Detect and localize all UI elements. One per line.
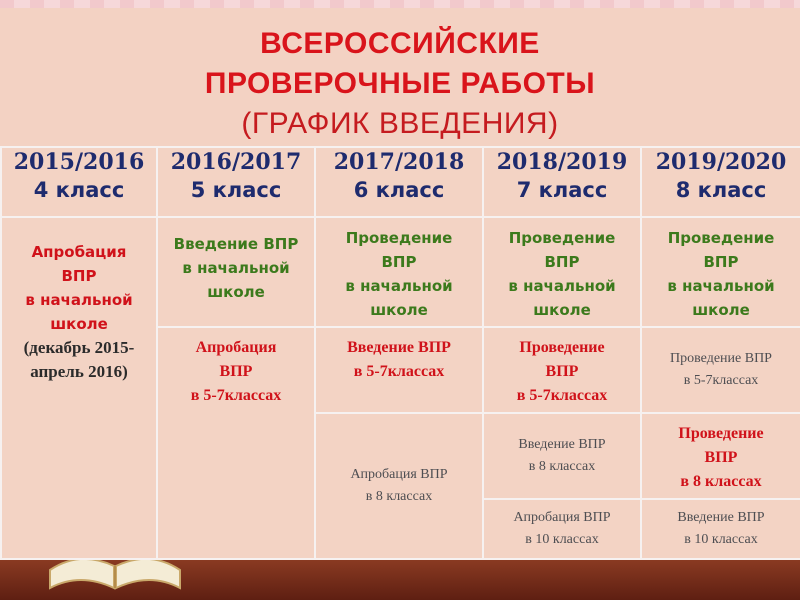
cell-line: школе [207, 283, 265, 301]
cell-line: Введение ВПР [173, 235, 299, 253]
cell-line: в начальной [667, 277, 775, 295]
cell-2019-intro-10 [641, 499, 800, 559]
column-year: 2017/2018 [333, 149, 465, 175]
cell-line: в начальной [345, 277, 453, 295]
column-grade: 4 класс [33, 178, 125, 202]
column-year: 2019/2020 [655, 149, 787, 175]
cell-line: в 5-7классах [516, 387, 608, 404]
column-year: 2015/2016 [13, 149, 145, 175]
cell-line: в 8 классах [680, 473, 762, 490]
cell-line: школе [692, 301, 750, 319]
cell-line: Апробация ВПР [513, 510, 611, 525]
column-year: 2018/2019 [496, 149, 628, 175]
cell-2017-primary [315, 217, 483, 327]
cell-line: Апробация [195, 339, 277, 356]
cell-line: в 10 классах [684, 532, 758, 547]
cell-2019-conduct-8 [641, 413, 800, 499]
column-header [641, 147, 800, 217]
cell-line: Проведение [519, 339, 605, 356]
cell-line: в 8 классах [528, 459, 596, 474]
title-line-3: (ГРАФИК ВВЕДЕНИЯ) [241, 107, 559, 140]
cell-2018-intro-8 [483, 413, 641, 499]
cell-line: Введение ВПР [677, 510, 765, 525]
column-header [483, 147, 641, 217]
cell-line: в начальной [182, 259, 290, 277]
column-header [1, 147, 157, 217]
cell-line: школе [533, 301, 591, 319]
cell-2017-approbation-8 [315, 413, 483, 559]
title-line-1: ВСЕРОССИЙСКИЕ [260, 27, 540, 60]
cell-2015-approbation [1, 217, 157, 559]
cell-2018-conduct-5-7 [483, 327, 641, 413]
cell-line: Проведение [667, 229, 775, 247]
column-grade: 6 класс [353, 178, 445, 202]
column-grade: 8 класс [675, 178, 767, 202]
cell-line: ВПР [219, 363, 253, 380]
cell-line: ВПР [703, 253, 739, 271]
column-header [157, 147, 315, 217]
cell-line: ВПР [545, 363, 579, 380]
cell-line: ВПР [704, 449, 738, 466]
cell-line: Проведение [678, 425, 764, 442]
cell-2019-primary [641, 217, 800, 327]
cell-2016-approbation-5-7 [157, 327, 315, 559]
cell-2017-intro-5-7 [315, 327, 483, 413]
cell-line: в 5-7классах [190, 387, 282, 404]
cell-line: школе [50, 315, 108, 333]
cell-line: ВПР [381, 253, 417, 271]
column-year: 2016/2017 [170, 149, 302, 175]
cell-line: Проведение ВПР [670, 351, 772, 366]
cell-line: Апробация ВПР [350, 467, 448, 482]
cell-line: ВПР [544, 253, 580, 271]
cell-2018-primary [483, 217, 641, 327]
cell-line: Введение ВПР [347, 339, 451, 356]
column-header [315, 147, 483, 217]
cell-line: Апробация [31, 243, 127, 261]
cell-line: в начальной [508, 277, 616, 295]
cell-line: в 5-7классах [353, 363, 445, 380]
cell-line: ВПР [61, 267, 97, 285]
column-grade: 5 класс [190, 178, 282, 202]
column-grade: 7 класс [516, 178, 608, 202]
cell-line: Введение ВПР [518, 437, 606, 452]
cell-line: в начальной [25, 291, 133, 309]
cell-line: в 8 классах [365, 489, 433, 504]
cell-line: (декабрь 2015- [23, 338, 135, 357]
cell-line: в 5-7классах [683, 373, 759, 388]
cell-2016-intro-primary [157, 217, 315, 327]
title-line-2: ПРОВЕРОЧНЫЕ РАБОТЫ [204, 67, 596, 100]
table-row [1, 217, 800, 327]
cell-line: апрель 2016) [30, 362, 128, 381]
cell-line: Проведение [508, 229, 616, 247]
table-header-row [1, 147, 800, 217]
title-box [0, 8, 800, 146]
cell-line: школе [370, 301, 428, 319]
schedule-table [0, 146, 800, 560]
cell-line: в 10 классах [525, 532, 599, 547]
cell-2018-approbation-10 [483, 499, 641, 559]
cell-line: Проведение [345, 229, 453, 247]
cell-2019-conduct-5-7 [641, 327, 800, 413]
